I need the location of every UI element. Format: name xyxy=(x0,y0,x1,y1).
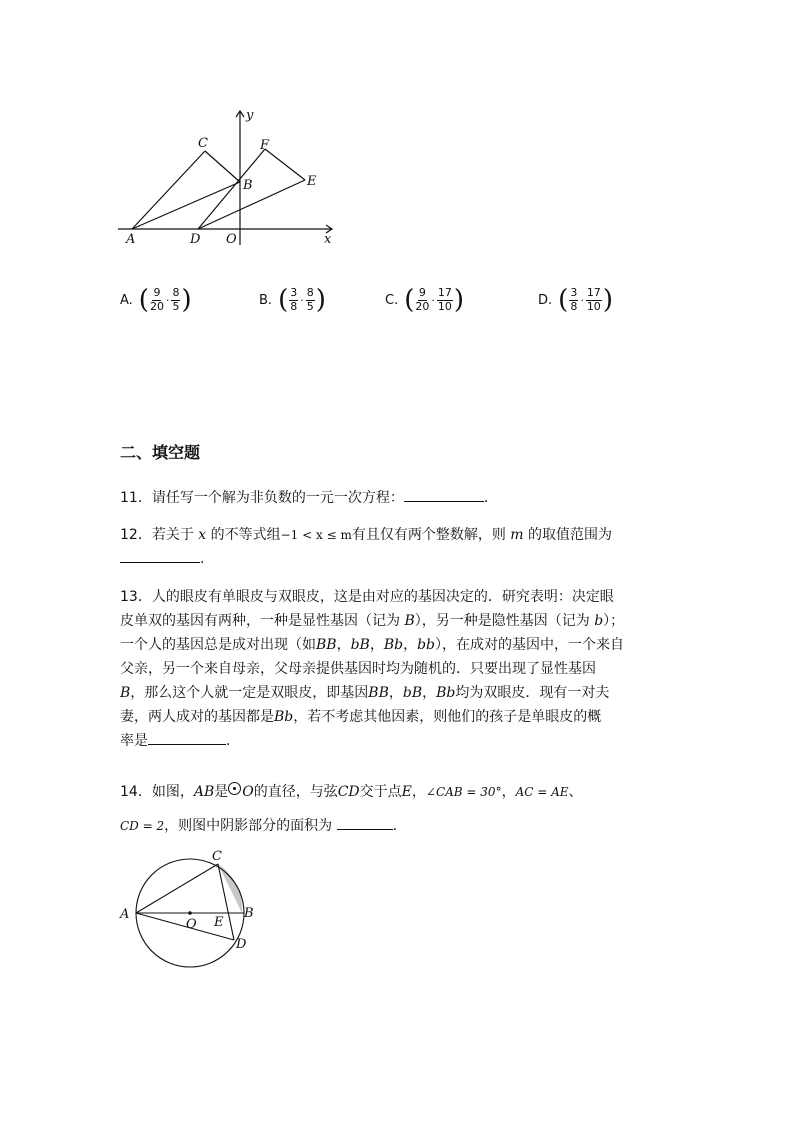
gene-upper-b-lower-b: Bb xyxy=(383,637,404,653)
paren-open: ( xyxy=(404,285,415,316)
var-m: m xyxy=(510,527,524,543)
coordinate-figure xyxy=(110,105,350,255)
circle-symbol-icon xyxy=(228,782,241,795)
paren-open: ( xyxy=(138,285,149,316)
label-d: D xyxy=(190,232,201,247)
q13-line: 皮单双的基因有两种，一种是显性基因（记为 xyxy=(120,613,405,629)
numerator: 17 xyxy=(586,286,601,299)
gene-upper-b-lower-b: Bb xyxy=(274,709,294,725)
option-d[interactable] xyxy=(538,285,613,316)
q14-text: 14．如图， xyxy=(120,784,194,800)
point-e-label: E xyxy=(401,784,412,800)
q14-text: ，则图中阴影部分的面积为 xyxy=(164,818,337,834)
q14-text: 是 xyxy=(214,784,229,800)
denominator: 8 xyxy=(570,299,578,313)
paren-close: ) xyxy=(602,285,613,316)
gene-lower-bb: bb xyxy=(417,637,436,653)
inequality: −1 < x ≤ m xyxy=(280,528,352,542)
question-14 xyxy=(120,775,680,843)
q12-text: 12．若关于 xyxy=(120,527,199,543)
numerator: 8 xyxy=(306,286,314,299)
q11-text: 11．请任写一个解为非负数的一元一次方程： xyxy=(120,490,404,506)
numerator: 9 xyxy=(153,286,161,299)
denominator: 5 xyxy=(172,299,180,313)
q14-text: 、 xyxy=(568,784,583,800)
label-e: E xyxy=(214,915,224,930)
q13-line: 妻，两人成对的基因都是 xyxy=(120,709,274,725)
label-x: x xyxy=(324,232,332,247)
gene-lower-b-upper-b: bB xyxy=(402,685,423,701)
q13-line: ，那么这个人就一定是双眼皮，即基因 xyxy=(130,685,369,701)
q11-end: . xyxy=(483,490,489,506)
q13-line: 率是 xyxy=(120,733,148,749)
equation-ac-ae: AC = AE xyxy=(515,785,569,799)
label-b: B xyxy=(244,906,254,921)
q13-line: ，若不考虑其他因素，则他们的孩子是单眼皮的概 xyxy=(293,709,602,725)
numerator: 17 xyxy=(437,286,452,299)
q13-line: 一个人的基因总是成对出现（如 xyxy=(120,637,316,653)
fraction xyxy=(150,287,164,313)
comma: ， xyxy=(422,685,437,701)
gene-bb: BB xyxy=(316,637,337,653)
option-a[interactable] xyxy=(120,285,192,316)
q14-end: . xyxy=(392,818,398,834)
comma: ， xyxy=(388,685,403,701)
option-b-label: B. xyxy=(259,292,273,308)
label-o: O xyxy=(186,917,197,932)
gene-b-lower: b xyxy=(594,613,604,629)
comma: ， xyxy=(336,637,351,653)
q13-line: ），在成对的基因中，一个来自 xyxy=(435,637,625,653)
q12-text: 的不等式组 xyxy=(206,527,281,543)
paren-close: ) xyxy=(181,285,192,316)
denominator: 5 xyxy=(306,299,314,313)
segment-fe xyxy=(265,149,305,180)
answer-blank[interactable] xyxy=(337,815,393,830)
segment-ab xyxy=(132,182,240,229)
q13-line: 13．人的眼皮有单眼皮与双眼皮，这是由对应的基因决定的．研究表明：决定眼 xyxy=(120,589,614,605)
fraction xyxy=(437,287,453,313)
label-c: C xyxy=(212,849,222,864)
numerator: 3 xyxy=(570,286,578,299)
option-d-label: D. xyxy=(538,292,553,308)
fraction xyxy=(171,287,180,313)
label-e: E xyxy=(307,174,317,189)
segment-df xyxy=(198,149,265,229)
answer-blank[interactable] xyxy=(404,487,484,502)
denominator: 20 xyxy=(415,299,430,313)
q13-line: 父亲，另一个来自母亲，父母亲提供基因时均为随机的．只要出现了显性基因 xyxy=(120,661,596,677)
separator: · xyxy=(165,293,170,307)
circle-figure xyxy=(114,848,264,978)
segment-ac xyxy=(136,864,218,913)
question-11 xyxy=(120,486,680,510)
fraction xyxy=(569,287,578,313)
answer-blank[interactable] xyxy=(148,730,226,745)
q12-text: 的取值范围为 xyxy=(523,527,613,543)
comma: ， xyxy=(369,637,384,653)
q14-text: ， xyxy=(501,784,516,800)
fraction xyxy=(586,287,602,313)
label-a: A xyxy=(126,232,136,247)
var-x: x xyxy=(198,527,207,543)
fraction xyxy=(415,287,429,313)
segment-ac xyxy=(132,151,205,229)
paren-close: ) xyxy=(453,285,465,316)
segment-ab-label: AB xyxy=(193,784,215,800)
question-12 xyxy=(120,523,680,571)
q13-line: ）； xyxy=(603,613,625,629)
paren-open: ( xyxy=(278,285,289,316)
chord-cd-label: CD xyxy=(337,784,360,800)
q14-text: 的直径，与弦 xyxy=(253,784,338,800)
label-b: B xyxy=(243,178,253,193)
q14-text: ， xyxy=(411,784,426,800)
fraction xyxy=(306,287,315,313)
q13-end: . xyxy=(226,733,231,749)
angle-cab: ∠CAB = 30° xyxy=(425,785,502,799)
gene-b-upper: B xyxy=(120,685,131,701)
denominator: 20 xyxy=(149,299,164,313)
option-c[interactable] xyxy=(385,285,465,316)
gene-bb: BB xyxy=(368,685,389,701)
denominator: 10 xyxy=(437,299,452,313)
q13-line: 均为双眼皮．现有一对夫 xyxy=(455,685,610,701)
separator: · xyxy=(431,293,435,307)
separator: · xyxy=(300,293,304,307)
option-a-label: A. xyxy=(120,292,133,308)
q12-text: 有且仅有两个整数解，则 xyxy=(351,527,511,543)
gene-b-upper: B xyxy=(404,613,415,629)
equation-cd: CD = 2 xyxy=(120,819,165,833)
label-a: A xyxy=(120,907,130,922)
question-13 xyxy=(120,585,680,753)
q13-line: ），另一种是隐性基因（记为 xyxy=(414,613,595,629)
label-o: O xyxy=(226,232,237,247)
option-b[interactable] xyxy=(259,285,326,316)
denominator: 10 xyxy=(586,299,601,313)
answer-blank[interactable] xyxy=(120,548,200,563)
fraction xyxy=(289,287,298,313)
label-c: C xyxy=(198,136,208,151)
paren-close: ) xyxy=(315,285,326,316)
section-title: 二、填空题 xyxy=(120,443,201,462)
segment-cb xyxy=(205,151,240,182)
q12-end: . xyxy=(200,551,205,567)
separator: · xyxy=(580,293,584,307)
paren-open: ( xyxy=(558,285,569,316)
denominator: 8 xyxy=(290,299,298,313)
q14-text: 交于点 xyxy=(359,784,402,800)
gene-upper-b-lower-b: Bb xyxy=(436,685,456,701)
label-y: y xyxy=(246,108,254,123)
label-d: D xyxy=(236,937,247,952)
option-c-label: C. xyxy=(385,292,399,308)
center-point xyxy=(188,911,192,915)
gene-lower-b-upper-b: bB xyxy=(350,637,370,653)
label-f: F xyxy=(260,138,270,153)
numerator: 9 xyxy=(418,286,426,299)
numerator: 3 xyxy=(290,286,298,299)
numerator: 8 xyxy=(172,286,180,299)
point-o-label: O xyxy=(242,784,254,800)
comma: ， xyxy=(403,637,418,653)
